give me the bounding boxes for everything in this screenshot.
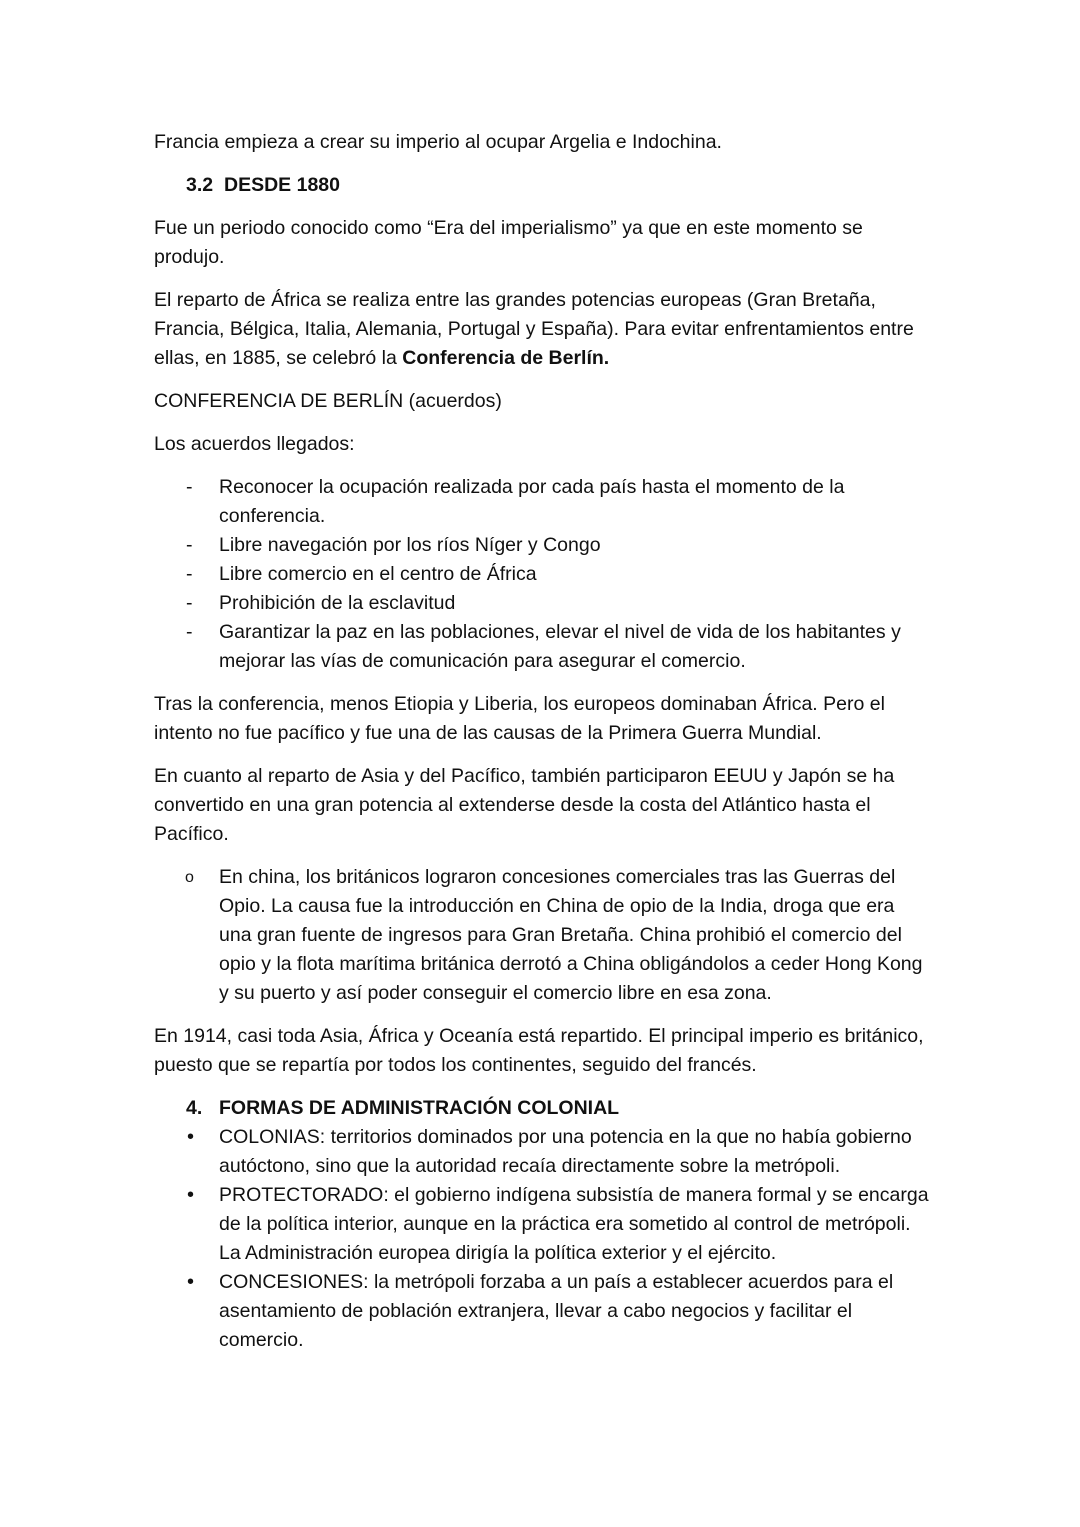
dash-marker: -: [186, 534, 193, 556]
intro-paragraph: Francia empieza a crear su imperio al ocupar Argelia e Indochina.: [154, 131, 722, 153]
list-item: [154, 531, 930, 560]
acuerdos-list: [154, 473, 930, 676]
tras-paragraph: Tras la conferencia, menos Etiopia y Liberia, los europeos dominaban África. Pero el intento no fue pacífico y fue una de las causas de la Primera Guerra Mundial.: [154, 693, 885, 744]
list-item: [154, 473, 930, 531]
circle-marker: o: [185, 869, 194, 886]
conferencia-bold-text: Conferencia de Berlín.: [402, 347, 610, 369]
section-heading-3-2: [186, 171, 930, 200]
section-number: 3.2: [186, 174, 214, 196]
list-item: [154, 560, 930, 589]
list-item: [154, 1181, 930, 1268]
reparto-paragraph: [154, 286, 930, 373]
section-number: 4.: [186, 1097, 203, 1119]
list-item: [154, 589, 930, 618]
list-item: [154, 1123, 930, 1181]
era-paragraph: Fue un periodo conocido como “Era del imperialismo” ya que en este momento se produjo.: [154, 217, 863, 268]
china-list: [154, 863, 930, 1008]
conferencia-title: CONFERENCIA DE BERLÍN (acuerdos): [154, 390, 502, 412]
formas-list: [154, 1123, 930, 1355]
bullet-marker: •: [187, 1184, 195, 1206]
list-item-text: CONCESIONES: la metrópoli forzaba a un país a establecer acuerdos para el asentamiento de población extranjera, llevar a cabo negocios y facilitar el comercio.: [219, 1271, 894, 1351]
list-item-text: COLONIAS: territorios dominados por una potencia en la que no había gobierno autóctono, sino que la autoridad recaía directamente sobre la metrópoli.: [219, 1126, 912, 1177]
list-item-text: Libre navegación por los ríos Níger y Congo: [219, 534, 601, 556]
acuerdos-intro: Los acuerdos llegados:: [154, 433, 355, 455]
bullet-marker: •: [187, 1271, 195, 1293]
list-item-text: PROTECTORADO: el gobierno indígena subsistía de manera formal y se encarga de la política interior, aunque en la práctica era sometido al control de metrópoli. La Administración europea dirigía la política exterior y el ejército.: [219, 1184, 929, 1264]
list-item-text: Reconocer la ocupación realizada por cada país hasta el momento de la conferencia.: [219, 476, 845, 527]
asia-paragraph: En cuanto al reparto de Asia y del Pacífico, también participaron EEUU y Japón se ha convertido en una gran potencia al extenderse desde la costa del Atlántico hasta el Pacífico.: [154, 765, 895, 845]
list-item: [154, 1268, 930, 1355]
list-item-text: Libre comercio en el centro de África: [219, 563, 537, 585]
reparto-text: El reparto de África se realiza entre las grandes potencias europeas (Gran Bretaña, Francia, Bélgica, Italia, Alemania, Portugal y España). Para evitar enfrentamientos entre ellas, en 1885, se celebró la: [154, 289, 914, 369]
section-title: FORMAS DE ADMINISTRACIÓN COLONIAL: [219, 1097, 620, 1119]
section-title: DESDE 1880: [224, 174, 340, 196]
dash-marker: -: [186, 563, 193, 585]
dash-marker: -: [186, 592, 193, 614]
dash-marker: -: [186, 476, 193, 498]
paragraph-1914: En 1914, casi toda Asia, África y Oceanía está repartido. El principal imperio es británico, puesto que se repartía por todos los continentes, seguido del francés.: [154, 1025, 924, 1076]
list-item: [154, 618, 930, 676]
list-item: [154, 863, 930, 1008]
list-item-text: Prohibición de la esclavitud: [219, 592, 456, 614]
section-heading-4: [186, 1094, 930, 1123]
dash-marker: -: [186, 621, 193, 643]
list-item-text: Garantizar la paz en las poblaciones, elevar el nivel de vida de los habitantes y mejorar las vías de comunicación para asegurar el comercio.: [219, 621, 901, 672]
bullet-marker: •: [187, 1126, 195, 1148]
list-item-text: En china, los británicos lograron concesiones comerciales tras las Guerras del Opio. La causa fue la introducción en China de opio de la India, droga que era una gran fuente de ingresos para Gran Bretaña. China prohibió el comercio del opio y la flota marítima británica derrotó a China obligándolos a ceder Hong Kong y su puerto y así poder conseguir el comercio libre en esa zona.: [219, 866, 923, 1004]
